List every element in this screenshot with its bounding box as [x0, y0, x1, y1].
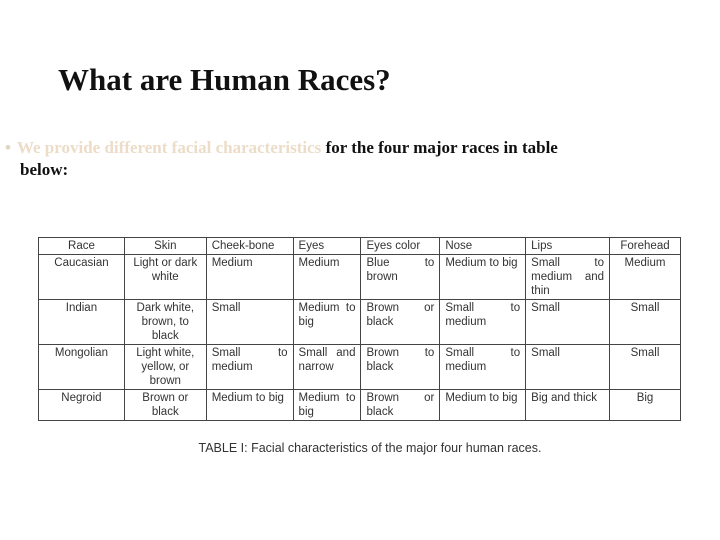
- cell-forehead: Small: [610, 300, 681, 345]
- cell-race: Mongolian: [39, 345, 125, 390]
- cell-forehead: Medium: [610, 255, 681, 300]
- cell-lips: Small: [526, 300, 610, 345]
- table-row: [39, 255, 681, 300]
- cell-eyes-color: Brown or black: [361, 390, 440, 421]
- cell-forehead: Small: [610, 345, 681, 390]
- table-container: [38, 237, 681, 421]
- facial-characteristics-table: [38, 237, 681, 421]
- table-row: [39, 345, 681, 390]
- cell-lips: Small: [526, 345, 610, 390]
- bullet-text: for the four major races in table: [325, 138, 558, 157]
- cell-nose: Medium to big: [440, 255, 526, 300]
- cell-eyes-color: Brown to black: [361, 345, 440, 390]
- cell-skin: Light white, yellow, or brown: [124, 345, 206, 390]
- cell-eyes-color: Blue to brown: [361, 255, 440, 300]
- header-race: Race: [39, 238, 125, 255]
- cell-race: Caucasian: [39, 255, 125, 300]
- bullet-dot-icon: •: [5, 138, 11, 157]
- header-cheek-bone: Cheek-bone: [206, 238, 293, 255]
- bullet-item: [5, 137, 710, 181]
- cell-nose: Small to medium: [440, 345, 526, 390]
- cell-race: Negroid: [39, 390, 125, 421]
- cell-skin: Brown or black: [124, 390, 206, 421]
- cell-eyes-color: Brown or black: [361, 300, 440, 345]
- cell-race: Indian: [39, 300, 125, 345]
- table-row: [39, 390, 681, 421]
- header-skin: Skin: [124, 238, 206, 255]
- cell-forehead: Big: [610, 390, 681, 421]
- cell-eyes: Medium to big: [293, 300, 361, 345]
- cell-cheek-bone: Small to medium: [206, 345, 293, 390]
- cell-skin: Light or dark white: [124, 255, 206, 300]
- cell-cheek-bone: Medium to big: [206, 390, 293, 421]
- cell-skin: Dark white, brown, to black: [124, 300, 206, 345]
- cell-eyes: Small and narrow: [293, 345, 361, 390]
- cell-lips: Small to medium and thin: [526, 255, 610, 300]
- header-nose: Nose: [440, 238, 526, 255]
- header-forehead: Forehead: [610, 238, 681, 255]
- table-caption: TABLE I: Facial characteristics of the major four human races.: [198, 441, 542, 455]
- cell-eyes: Medium: [293, 255, 361, 300]
- cell-eyes: Medium to big: [293, 390, 361, 421]
- cell-cheek-bone: Medium: [206, 255, 293, 300]
- slide-title: What are Human Races?: [58, 62, 391, 97]
- cell-nose: Medium to big: [440, 390, 526, 421]
- bullet-continuation: below:: [20, 160, 69, 179]
- header-eyes-color: Eyes color: [361, 238, 440, 255]
- cell-cheek-bone: Small: [206, 300, 293, 345]
- cell-nose: Small to medium: [440, 300, 526, 345]
- table-header-row: [39, 238, 681, 255]
- header-eyes: Eyes: [293, 238, 361, 255]
- header-lips: Lips: [526, 238, 610, 255]
- table-row: [39, 300, 681, 345]
- bullet-highlight-text: We provide different facial characteristics: [16, 138, 322, 157]
- cell-lips: Big and thick: [526, 390, 610, 421]
